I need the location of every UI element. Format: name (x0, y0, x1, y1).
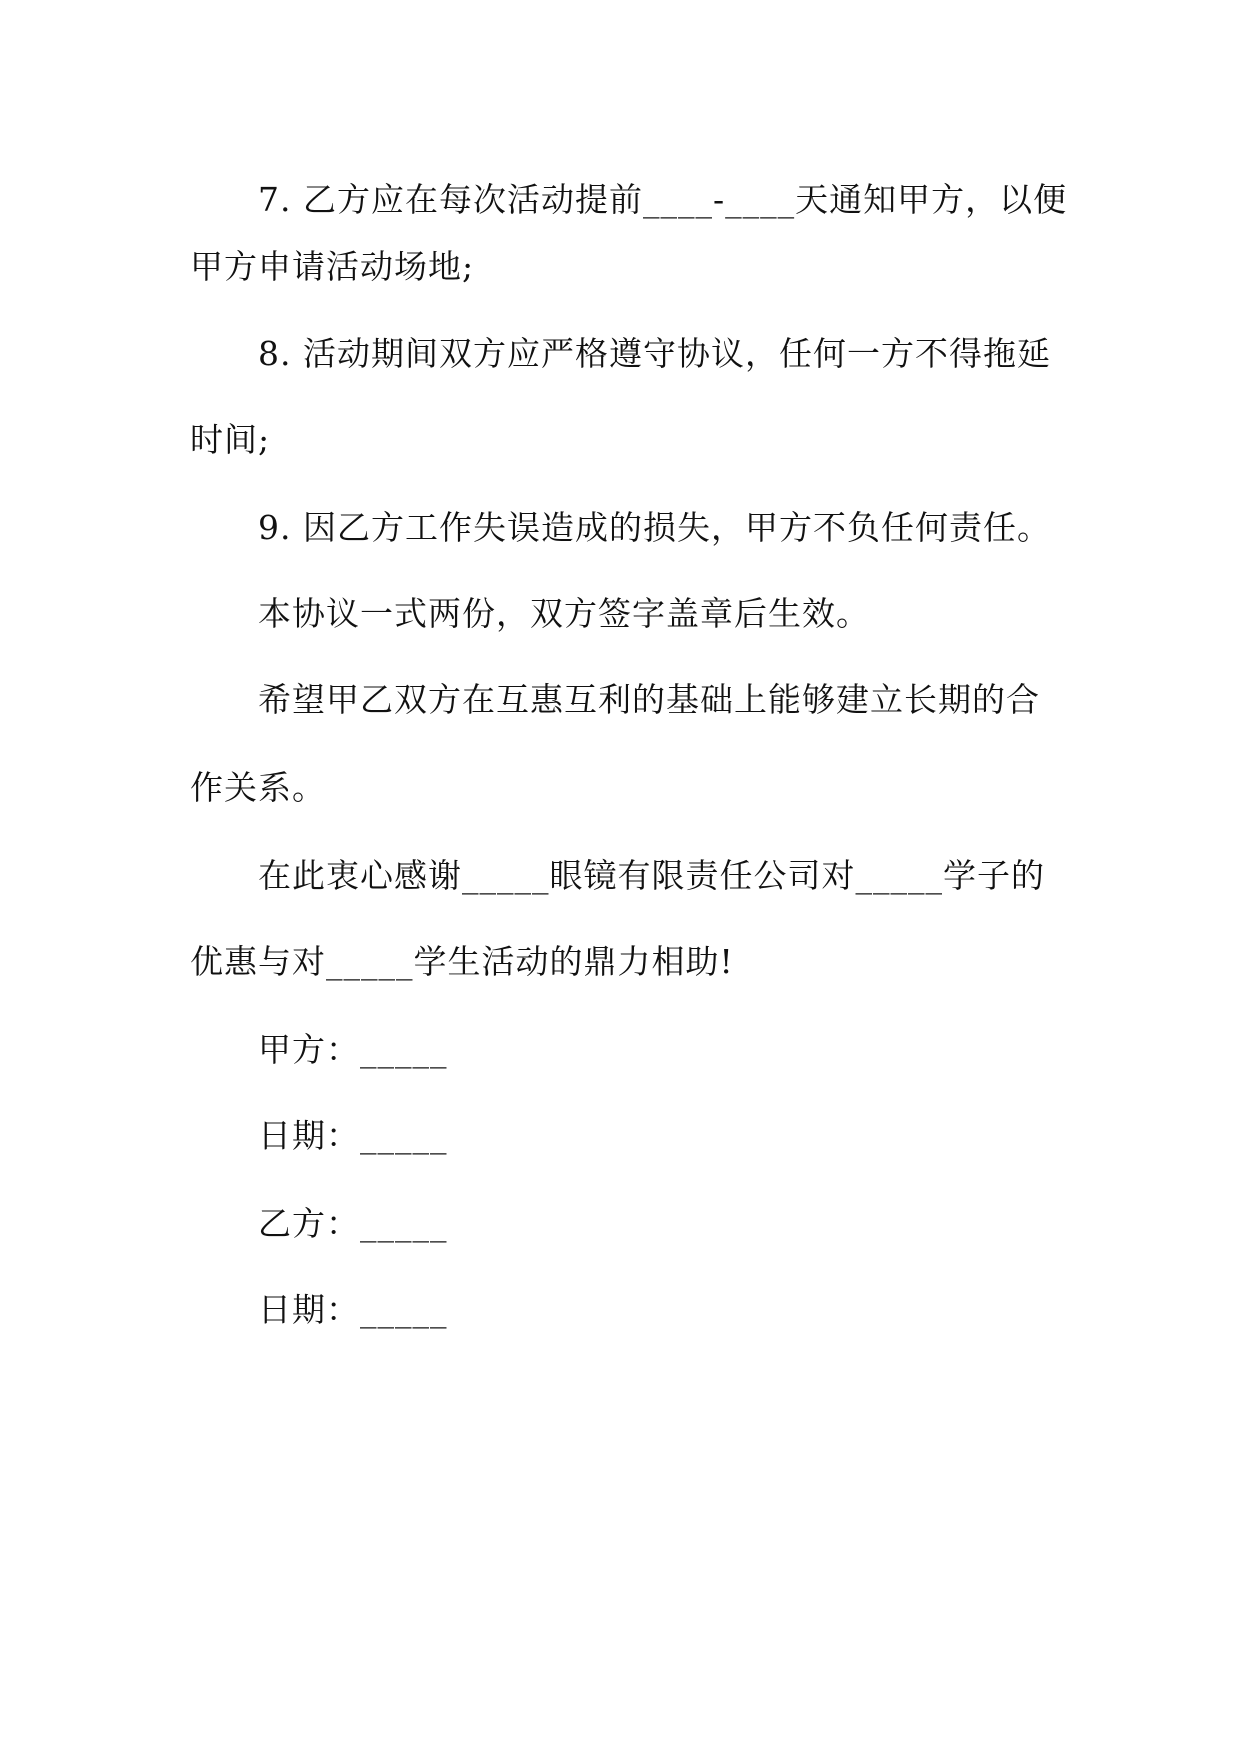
party-a-date: 日期：_____ (258, 1116, 448, 1155)
agreement-copies-line: 本协议一式两份，双方签字盖章后生效。 (258, 594, 870, 633)
thanks-line-1: 在此衷心感谢_____眼镜有限责任公司对_____学子的 (258, 856, 1045, 895)
thanks-line-2: 优惠与对_____学生活动的鼎力相助! (190, 942, 734, 981)
closing-wish-line-1: 希望甲乙双方在互惠互利的基础上能够建立长期的合 (258, 680, 1040, 719)
clause-7-line-1: 7. 乙方应在每次活动提前____-____天通知甲方，以便 (258, 180, 1068, 219)
clause-9-line-1: 9. 因乙方工作失误造成的损失，甲方不负任何责任。 (258, 508, 1051, 547)
closing-wish-line-2: 作关系。 (190, 768, 326, 807)
clause-8-line-1: 8. 活动期间双方应严格遵守协议，任何一方不得拖延 (258, 334, 1051, 373)
party-a-signature: 甲方：_____ (258, 1030, 448, 1069)
clause-7-line-2: 甲方申请活动场地; (190, 247, 475, 286)
party-b-signature: 乙方：_____ (258, 1204, 448, 1243)
party-b-date: 日期：_____ (258, 1290, 448, 1329)
clause-8-line-2: 时间; (190, 420, 271, 459)
